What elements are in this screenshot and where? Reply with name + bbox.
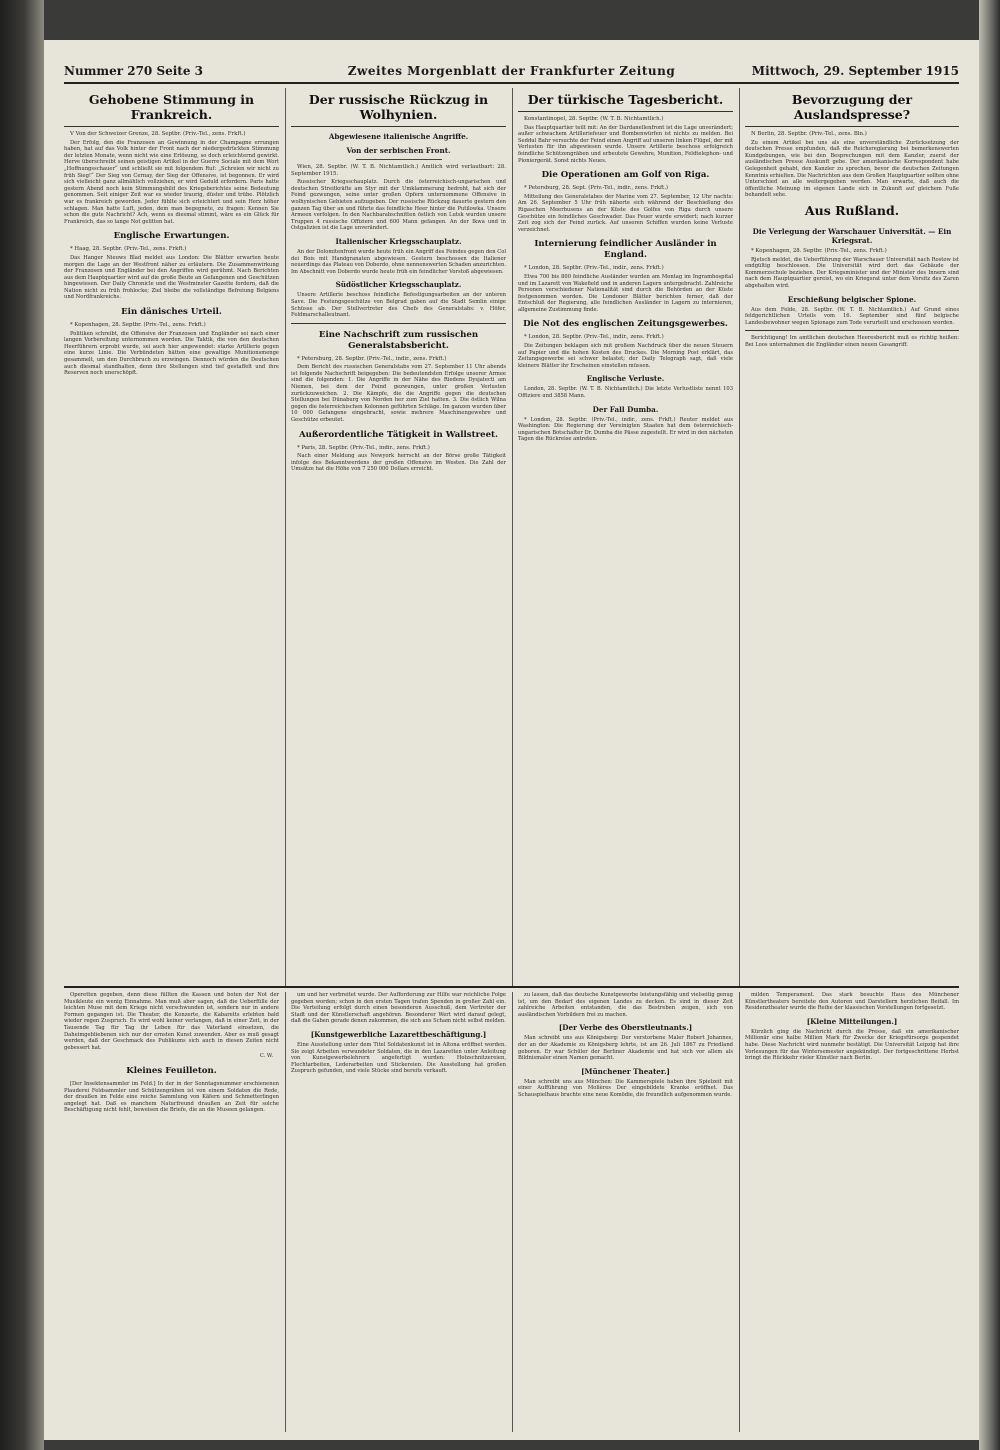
issue-and-page-number: Nummer 270 Seite 3 bbox=[64, 64, 204, 78]
column-divider bbox=[739, 992, 740, 1432]
feuilleton-body: Kürzlich ging die Nachricht durch die Presse, daß ein amerikanischer Millionär eine halbe Million Mark für Zwecke der Kriegsfürsorge gespendet habe. Diese Nachricht wird nunmehr bestätigt. Die Universität Leipzig hat ihre Vorlesungen für das Wintersemester angekündigt. Der fortgeschrittene Herbst bringt die Rückkehr vieler Künstler nach Berlin. bbox=[745, 1028, 959, 1062]
divider bbox=[745, 330, 959, 331]
article-dateline: * London, 28. Septbr. (Priv.-Tel., indir., zens. Frkft.) bbox=[524, 334, 664, 341]
feuilleton-column-1 bbox=[64, 992, 279, 1432]
column-divider bbox=[285, 992, 286, 1432]
section-heading: Internierung feindlicher Ausländer in England. bbox=[534, 239, 717, 261]
section-heading: Südöstlicher Kriegsschauplatz. bbox=[335, 280, 462, 290]
article-headline: Gehobene Stimmung in Frankreich. bbox=[64, 92, 279, 127]
section-heading: [Kunstgewerbliche Lazarettbeschäftigung.] bbox=[310, 1029, 487, 1039]
feuilleton-column-4 bbox=[745, 992, 959, 1432]
newspaper-title: Zweites Morgenblatt der Frankfurter Zeitung bbox=[347, 64, 676, 78]
article-subheading: Die Verlegung der Warschauer Universität. — Ein Kriegsrat. bbox=[752, 226, 952, 245]
column-1 bbox=[64, 88, 279, 986]
section-heading: Englische Verluste. bbox=[586, 374, 665, 384]
section-heading: Die Operationen am Golf von Riga. bbox=[541, 170, 710, 181]
feuilleton-body: Operetten gegeben, denn diese füllten die Kassen und boten der Not der Musikleute ein wenig Einnahme. Man muß aber sagen, daß die Ueberfülle der leichten Muse mit dem Kriege nicht verschwunden ist, sondern nur in andere Formen gegangen ist. Die Theater, die Konzerte, die Kabaretts erlebten bald wieder regen Zuspruch. Es wird wohl keiner verlangen, daß in einer Zeit, in der Tausende Tag für Tag ihr Leben für das Vaterland einsetzen, die Daheimgebliebenen sich nur der ernsten Kunst zuwenden. Aber es muß gesagt werden, daß der Geschmack des Publikums sich auch in diesen Zeiten nicht gebessert hat. bbox=[64, 992, 279, 1051]
article-body: Das Hauptquartier teilt mit: An der Dardanellenfront ist die Lage unverändert; außer schwachem Artilleriefeuer und Bombenwürfen ist nichts zu melden. Bei Seddul Bahr versuchte der Feind einen Angriff auf unseren linken Flügel, der mit Verlusten für ihn abgewiesen wurde. Unsere Artillerie beschoss erfolgreich feindliche Schützengräben und erbeutete Gewehre, Munition, Feldtelephon- und Pioniergerät. Sonst nichts Neues. bbox=[518, 124, 733, 164]
article-dateline: * Kopenhagen, 28. Septbr. (Priv.-Tel., zens. Frkft.) bbox=[751, 247, 887, 254]
article-dateline: * Haag, 28. Septbr. (Priv.-Tel., zens. Frkft.) bbox=[70, 246, 187, 253]
divider bbox=[356, 159, 442, 160]
author-signature: C. W. bbox=[259, 1053, 273, 1060]
column-2 bbox=[291, 88, 506, 986]
feuilleton-body: Man schreibt uns aus München: Die Kammerspiele haben ihre Spielzeit mit einer Aufführung von Molières Der eingebildete Kranke eröffnet. Das Schauspielhaus brachte eine neue Komödie, die freundlich aufgenommen wurde. bbox=[518, 1078, 733, 1098]
feuilleton-body: zu lassen, daß das deutsche Kunstgewerbe leistungsfähig und vielseitig genug ist, um den Bedarf des eigenen Landes zu decken. Es sind in dieser Zeit zahlreiche Arbeiten entstanden, die das Bestreben zeigen, sich von ausländischen Vorbildern frei zu machen. bbox=[518, 992, 733, 1018]
section-heading: Der Fall Dumba. bbox=[592, 404, 659, 414]
article-dateline: Konstantinopel, 28. Septbr. (W. T. B. Nichtamtlich.) bbox=[524, 116, 664, 122]
page-edge-shadow bbox=[979, 0, 1000, 1450]
article-body: Dem Bericht des russischen Generalstabs vom 27. September 11 Uhr abends ist folgende Nachschrift beigegeben: Die bedeutendsten Erfolge unserer Armee sind die folgenden: 1. Die Angriffe in der Nähe des Riedens Dysjatecti am Niemen, bei dem der Feind gezwungen, unter großen Verlusten zurückzuweichen. 2. Die Kämpfe, die die Angriffe gegen die deutschen Stellungen bei Dünaburg von Norden her zum Ziel hatten. 3. Die östlich Wilna gegen die österreichischen Kolonnen geführten Schläge. Im ganzen wurden über 10 000 Gefangene eingebracht, sowie mehrere Maschinengewehre und Geschütze erbeutet. bbox=[291, 364, 506, 424]
article-dateline: N Berlin, 28. Septbr. (Priv.-Tel., zens. Bln.) bbox=[751, 131, 867, 137]
section-heading: [Der Verbe des Oberstleutnants.] bbox=[558, 1023, 693, 1033]
feuilleton-body: [Der Insektensammler im Feld.] In der in der Sonntagsnummer erschienenen Plauderei Feldsammler und Schützengräben ist von einem Soldaten die Rede, der draußen im Felde eine reiche Sammlung von Käfern und Schmetterlingen angelegt hat. Daß es manchem Naturfreund draußen an Zeit für solche Beschäftigung nicht fehlt, beweisen die Briefe, die an die Museen gelangen. bbox=[64, 1080, 279, 1114]
article-body: An der Dolomitenfront wurde heute früh ein Angriff des Feindes gegen den Col dei Bois mit Handgranaten abgewiesen. Gestern beschossen die Italiener neuerdings das Plateau von Doberdo, ohne nennenswerten Schaden anzurichten. Im Abschnitt von Doberdo wurde heute früh ein feindlicher Vorstoß abgewiesen. bbox=[291, 248, 506, 275]
feuilleton-body: um und her verbreitet wurde. Der Aufforderung zur Hilfe war reichliche Folge gegeben worden; schon in den ersten Tagen trafen Spenden in großer Zahl ein. Die Verteilung erfolgt durch einen besonderen Ausschuß, dem Vertreter der Stadt und der Künstlerschaft angehören. Besonderer Wert wird darauf gelegt, daß die Gaben gerade denen zukommen, die sich aus Scham nicht selbst melden. bbox=[291, 992, 506, 1025]
section-headline: Aus Rußland. bbox=[804, 202, 900, 218]
issue-date: Mittwoch, 29. September 1915 bbox=[751, 64, 959, 78]
article-subheading: Abgewiesene italienische Angriffe. bbox=[328, 132, 469, 141]
feuilleton-body: milden Temperament. Das stark besuchte Haus des Münchener Künstlertheaters bereitete den Autoren und Darstellern herzlichen Beifall. Im Residenztheater wurde die Reihe der klassischen Vorstellungen fortgesetzt. bbox=[745, 992, 959, 1012]
article-body: Russischer Kriegsschauplatz. Durch die österreichisch-ungarischen und deutschen Streitkräfte am Styr mit der Umklammerung bedroht, hat sich der Feind gezwungen, seine unter großen Opfern unternommene Offensive in wolhynischen Gebieten aufzugeben. Der russische Rückzug dauerte gestern den ganzen Tag über an und führte das feindliche Heer hinter die Putilowka. Unsere Armeen verfolgen. In den Nachbarabschnitten östlich von Lutsk wurden unsere Truppen 4 russische Offiziere und 600 Mann gefangen. An der Ikwa und in Ostgalizien ist die Lage unverändert. bbox=[291, 179, 506, 232]
article-body: Etwa 700 bis 800 feindliche Ausländer wurden am Montag im Ingramhospital und im Lazarett von Wakefield und in anderen Lagern untergebracht. Zahlreiche Personen verschiedener Nationalität sind durch die Behörden an der Küste festgenommen worden. Die Londoner Blätter berichten ferner, daß der Entschluß der Regierung, alle feindlichen Ausländer in Lagern zu internieren, allgemeine Zustimmung finde. bbox=[518, 273, 733, 313]
article-body: Die Zeitungen beklagen sich mit großem Nachdruck über die neuen Steuern auf Papier und die hohen Kosten des Druckes. Die Morning Post erklärt, das Zeitungsgewerbe sei schwer belastet; der Daily Telegraph sagt, daß viele kleinere Blätter ihr Erscheinen einstellen müssen. bbox=[518, 343, 733, 369]
article-dateline: * Petersburg, 28. Sept. (Priv.-Tel., indir., zens. Frkft.) bbox=[524, 185, 669, 192]
feuilleton-body: Eine Ausstellung unter dem Titel Soldatenkunst ist in Altona eröffnet worden. Sie zeigt Arbeiten verwundeter Soldaten, die in den Lazaretten unter Anleitung von Kunstgewerbelehrern angefertigt wurden: Holzschnitzereien, Flechtarbeiten, Lederarbeiten und Stickereien. Die Ausstellung hat großen Zuspruch gefunden, und viele Stücke sind bereits verkauft. bbox=[291, 1041, 506, 1075]
article-dateline: * Petersburg, 28. Septbr. (Priv.-Tel., indir., zens. Frkft.) bbox=[297, 355, 447, 362]
article-headline: Bevorzugung der Auslandspresse? bbox=[745, 92, 959, 127]
feuilleton-column-3 bbox=[518, 992, 733, 1432]
feuilleton-body: Man schreibt uns aus Königsberg: Der verstorbene Maler Robert Johannes, der an der Akademie zu Königsberg lehrte, ist am 26. Juli 1867 zu Friedland geboren. Er war Schüler der Berliner Akademie und hat sich vor allem als Bildnismaler einen Namen gemacht. bbox=[518, 1035, 733, 1062]
article-headline: Der russische Rückzug in Wolhynien. bbox=[291, 92, 506, 127]
feuilleton-column-2 bbox=[291, 992, 506, 1432]
section-heading: [Münchener Theater.] bbox=[581, 1066, 670, 1076]
divider bbox=[291, 323, 506, 324]
newspaper-page bbox=[44, 40, 979, 1440]
article-body: Nach einer Meldung aus Newyork herrscht an der Börse große Tätigkeit infolge des Bekanntwerdens der großen Offensive im Westen. Die Zahl der Umsätze hat die Höhe von 7 250 000 Dollars erreicht. bbox=[291, 453, 506, 473]
column-divider bbox=[739, 88, 740, 986]
column-divider bbox=[512, 992, 513, 1432]
article-subheading: Von der serbischen Front. bbox=[346, 146, 451, 155]
section-heading: Kleines Feuilleton. bbox=[126, 1065, 217, 1076]
article-body: Unsere Artillerie beschoss feindliche Befestigungsarbeiten an der unteren Save. Die Festungsgeschütze von Belgrad gaben auf die Stadt Semlin einige Schüsse ab. Der Stellvertreter des Chefs des Generalstabs: v. Höfer, Feldmarschalleutnant. bbox=[291, 292, 506, 319]
article-body: London, 28. Septbr. (W. T. B. Nichtamtlich.) Die letzte Verlustliste nennt 103 Offiziere und 3858 Mann. bbox=[518, 386, 733, 400]
column-4 bbox=[745, 88, 959, 986]
article-headline: Außerordentliche Tätigkeit in Wallstreet. bbox=[298, 429, 499, 440]
column-3 bbox=[518, 88, 733, 986]
section-heading: Die Not des englischen Zeitungsgewerbes. bbox=[523, 319, 728, 330]
article-headline: Der türkische Tagesbericht. bbox=[518, 92, 733, 112]
column-divider bbox=[285, 88, 286, 986]
section-heading: Italienischer Kriegsschauplatz. bbox=[335, 236, 462, 246]
section-heading: Ein dänisches Urteil. bbox=[121, 307, 222, 318]
article-dateline: * Kopenhagen, 28. Septbr. (Priv.-Tel., zens. Frkft.) bbox=[70, 322, 206, 329]
article-dateline: * Paris, 28. Septbr. (Priv.-Tel., indir., zens. Frkft.) bbox=[297, 444, 430, 451]
section-heading: Erschießung belgischer Spione. bbox=[787, 294, 917, 304]
article-headline: Eine Nachschrift zum russischen Generalstabsbericht. bbox=[318, 329, 479, 351]
article-body: Das Hanger Nieuws Blad meldet aus London: Die Blätter erwarten heute morgen die Lage an der Westfront näher zu erläutern. Die Zusammenwirkung der Franzosen und Engländer bei den Angriffen wird gerühmt. Nach Berichten aus dem Hauptquartier wird auf die große Beute an Gefangenen und Geschützen hingewiesen. Der Daily Chronicle und die Westminster Gazette fordern, daß die Nation nicht zu früh frohlocke; Ziel bleibe die vollständige Befreiung Belgiens und Nordfrankreichs. bbox=[64, 254, 279, 301]
section-heading: [Kleine Mitteilungen.] bbox=[806, 1016, 898, 1026]
article-dateline: Wien, 28. Septbr. (W. T. B. Nichtamtlich.) Amtlich wird verlautbart: 28. September 1915. bbox=[291, 164, 506, 177]
article-body: Mitteilung des Generalstabes der Marine vom 27. September, 12 Uhr nachts: Am 26. September 5 Uhr früh näherte sich während der Beschießung des Rigaschen Meerbusens an der Küste des Golfes von Riga durch unsere Geschütze ein feindliches Geschwader. Das Feuer wurde erwidert; nach kurzer Zeit zog sich der Feind zurück. Auf unseren Schiffen wurden keine Verluste verzeichnet. bbox=[518, 193, 733, 233]
article-body: Politiken schreibt, die Offensive der Franzosen und Engländer sei nach einer langen Vorbereitung unternommen worden. Die Taktik, die von den deutschen Heerführern erprobt wurde, sei auch hier angewendet: starke Artillerie gegen eine kurze Linie. Die Verbündeten hätten eine gewaltige Munitionsmenge gesammelt, um den Durchbruch zu erzwingen. Dennoch würden die Deutschen auch diesmal standhalten, denn ihre Stellungen sind tief gestaffelt und ihre Reserven noch unerschöpft. bbox=[64, 330, 279, 377]
correction-notice: Berichtigung! Im amtlichen deutschen Heeresbericht muß es richtig heißen: Bei Loos unternahmen die Engländer einen neuen Gasangriff. bbox=[745, 335, 959, 348]
article-body: * London, 28. Septbr. (Priv.-Tel., indir., zens. Frkft.) Reuter meldet aus Washington: Die Regierung der Vereinigten Staaten hat dem österreichisch-ungarischen Botschafter Dr. Dumba die Pässe zugestellt. Er wird in den nächsten Tagen die Rückreise antreten. bbox=[518, 416, 733, 443]
book-binding-shadow bbox=[0, 0, 44, 1450]
article-body: Zu einem Artikel bei uns als eine unverständliche Zurücksetzung der deutschen Presse empfunden, daß die Reichsregierung bei bemerkenswerten Kundgebungen, wie bei den Besprechungen mit dem Kanzler, zuerst der ausländischen Presse Auskunft gebe. Der amerikanische Korrespondent habe Gelegenheit gehabt, den Kanzler zu sprechen, bevor die deutschen Zeitungen Kenntnis erhielten. Die Nachrichten aus dem Großen Hauptquartier sollten ohne Unterschied an alle weitergegeben werden. Man erwarte, daß auch die öffentliche Meinung im eigenen Lande sich in Zukunft auf gleichem Fuße behandelt sehe. bbox=[745, 139, 959, 199]
column-divider bbox=[512, 88, 513, 986]
article-body: Aus dem Felde, 28. Septbr. (W. T. B. Nichtamtlich.) Auf Grund eines feldgerichtlichen Urteils vom 16. September sind fünf belgische Landesbewohner wegen Spionage zum Tode verurteilt und erschossen worden. bbox=[745, 306, 959, 326]
article-dateline: V Von der Schweizer Grenze, 28. Septbr. (Priv.-Tel., zens. Frkft.) bbox=[70, 131, 246, 137]
article-body: Der Erfolg, den die Franzosen an Gewinnung in der Champagne errungen haben, hat auf das Volk hinter der Front nach der niedergedrückten Stimmung der letzten Monate, wenn nicht wie eine Erlösung, so doch erleichternd gewirkt. Herve überschreibt seinen geistigen Artikel in der Guerre Sociale mit dem Wort „Hoffnungsschauer“ und schließt sie mit folgendem Ruf: „Schreien wir nicht zu früh Sieg!“ Der Sieg von Cernay, der Sieg der Offensive, ist begonnen. Er wird sich vielleicht ganz allmählich vollziehen, er wird Geduld erfordern. Paris hatte gestern Abend noch kein Stimmungsbild des Kriegsberichtes seine Bedeutung genommen. Seit einiger Zeit war es wieder traurig, düster und trübe. Plötzlich war es frankreich geworden. Jeder fühlte sich erleichtert und sein Herz höher schlagen. Man hatte Luft, jeden, dem man begegnete, zu fragen: Kennen Sie schon die gute Nachricht? Ach, wenn es diesmal stimmt, wäre es ein Glück für Frankreich, das so lange Not gelitten hat. bbox=[64, 139, 279, 225]
section-heading: Englische Erwartungen. bbox=[113, 231, 230, 242]
article-dateline: * London, 28. Septbr. (Priv.-Tel., indir., zens. Frkft.) bbox=[524, 265, 664, 272]
feuilleton-separator bbox=[64, 986, 959, 988]
article-body: Rjetsch meldet, die Ueberführung der Warschauer Universität nach Rostow ist endgültig beschlossen. Die Universität wird dort das Gebäude der Kommerzschule beziehen. Der Kriegsminister und der Minister des Innern sind nach dem Hauptquartier gereist, wo ein Kriegsrat unter dem Vorsitz des Zaren abgehalten wird. bbox=[745, 256, 959, 289]
masthead bbox=[64, 62, 959, 84]
